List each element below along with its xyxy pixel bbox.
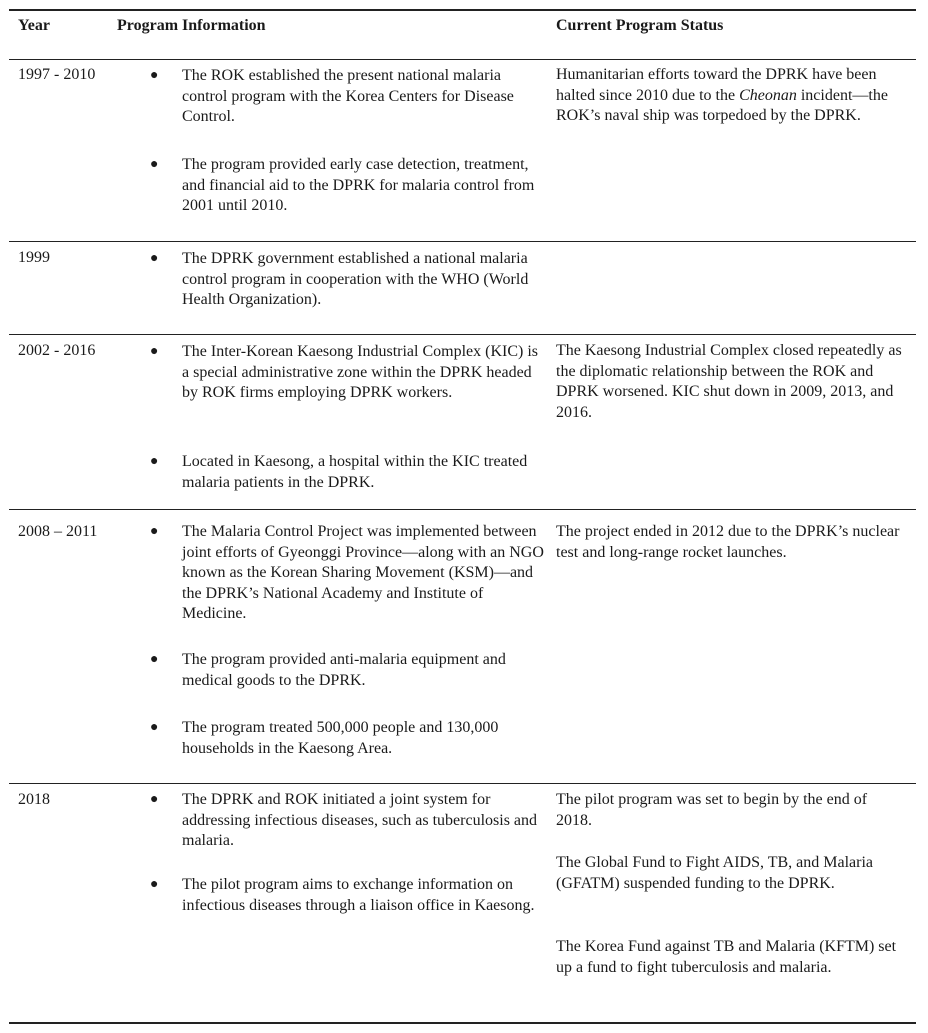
program-bullet-text: The Inter-Korean Kaesong Industrial Complex (KIC) is a special administrative zone within the DPRK headed by ROK firms employing DPRK workers. xyxy=(182,343,539,402)
row-divider xyxy=(9,241,916,242)
table-top-rule xyxy=(9,9,916,11)
program-bullet-text: Located in Kaesong, a hospital within the KIC treated malaria patients in the DPRK. xyxy=(182,453,528,491)
row-divider xyxy=(9,509,916,510)
header-bottom-rule xyxy=(9,59,916,60)
program-bullet-text: The DPRK government established a national malaria control program in cooperation with the WHO (World Health Organization). xyxy=(182,250,529,309)
header-program-information: Program Information xyxy=(117,17,266,34)
bullet-icon: ● xyxy=(150,454,159,469)
bullet-icon: ● xyxy=(150,652,159,667)
bullet-icon: ● xyxy=(150,792,159,807)
status-text-part: Humanitarian efforts toward the DPRK have been halted since 2010 due to the xyxy=(556,66,877,104)
status-text xyxy=(556,65,906,127)
row-year: 2018 xyxy=(18,791,50,808)
status-text: The Korea Fund against TB and Malaria (KFTM) set up a fund to fight tuberculosis and malaria. xyxy=(556,938,897,976)
bullet-icon: ● xyxy=(150,251,159,266)
program-bullet-text: The Malaria Control Project was implemented between joint efforts of Gyeonggi Province—along with an NGO known as the Korean Sharing Movement (KSM)—and the DPRK’s National Academy and Institute of Medicine. xyxy=(182,523,544,623)
bullet-icon: ● xyxy=(150,157,159,172)
table-bottom-rule xyxy=(9,1022,916,1024)
status-text-part: incident—the ROK’s naval ship was torpedoed by the DPRK. xyxy=(556,86,888,125)
status-text: The Kaesong Industrial Complex closed repeatedly as the diplomatic relationship between the ROK and DPRK worsened. KIC shut down in 2009, 2013, and 2016. xyxy=(556,342,902,421)
program-bullet-text: The program provided anti-malaria equipment and medical goods to the DPRK. xyxy=(182,651,506,689)
row-divider xyxy=(9,783,916,784)
bullet-icon: ● xyxy=(150,344,159,359)
program-bullet-text: The program treated 500,000 people and 130,000 households in the Kaesong Area. xyxy=(182,719,499,757)
ship-name-italic: Cheonan xyxy=(739,86,797,104)
program-bullet-text: The ROK established the present national malaria control program with the Korea Centers for Disease Control. xyxy=(182,67,514,126)
row-year: 2008 – 2011 xyxy=(18,523,98,540)
bullet-icon: ● xyxy=(150,68,159,83)
row-year: 1999 xyxy=(18,249,50,266)
program-bullet-text: The DPRK and ROK initiated a joint system for addressing infectious diseases, such as tuberculosis and malaria. xyxy=(182,791,538,850)
program-bullet-text: The program provided early case detection, treatment, and financial aid to the DPRK for malaria control from 2001 until 2010. xyxy=(182,156,535,215)
program-bullet-text: The pilot program aims to exchange information on infectious diseases through a liaison office in Kaesong. xyxy=(182,876,535,914)
row-year: 2002 - 2016 xyxy=(18,342,96,359)
row-year: 1997 - 2010 xyxy=(18,66,96,83)
header-year: Year xyxy=(18,17,50,34)
status-text: The pilot program was set to begin by the end of 2018. xyxy=(556,791,868,829)
bullet-icon: ● xyxy=(150,524,159,539)
header-current-program-status: Current Program Status xyxy=(556,17,724,34)
bullet-icon: ● xyxy=(150,877,159,892)
row-divider xyxy=(9,334,916,335)
status-text: The Global Fund to Fight AIDS, TB, and Malaria (GFATM) suspended funding to the DPRK. xyxy=(556,854,874,892)
status-text: The project ended in 2012 due to the DPRK’s nuclear test and long-range rocket launches. xyxy=(556,523,900,561)
bullet-icon: ● xyxy=(150,720,159,735)
